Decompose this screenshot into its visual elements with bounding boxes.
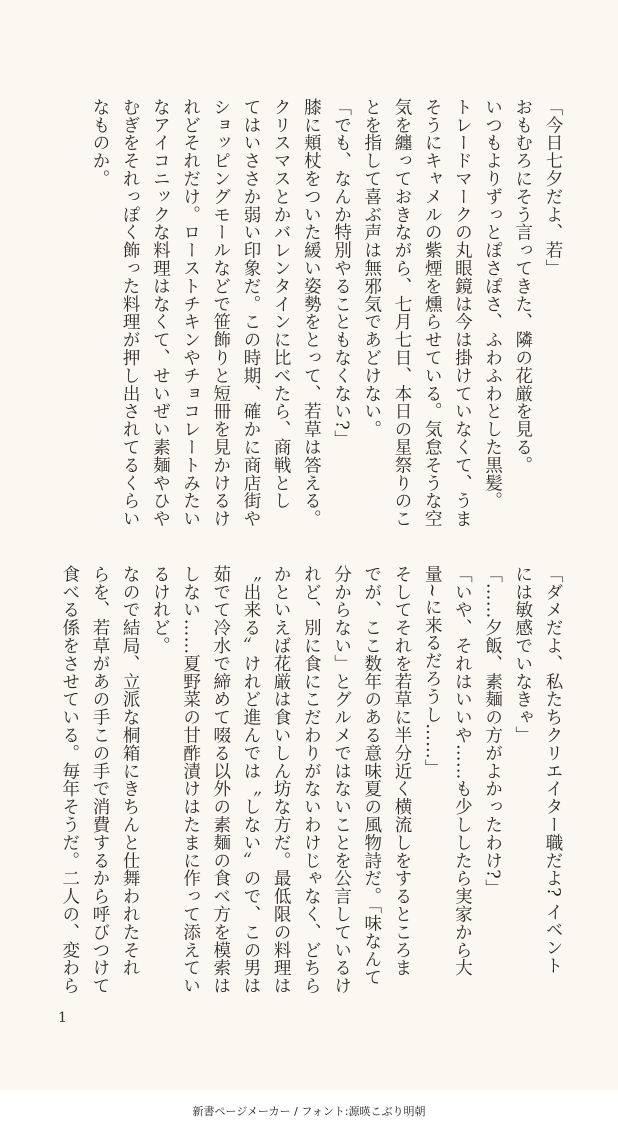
text-line: 「ダメだよ、私たちクリエイター職だよ? イベント xyxy=(543,565,563,975)
text-line: そしてそれを若草に半分近く横流しをするところま xyxy=(391,565,412,977)
text-column-top xyxy=(85,98,568,538)
text-line: 「いや、それはいいや……も少ししたら実家から大 xyxy=(452,565,473,977)
text-line: かといえば花厳は食いしん坊な方だ。最低限の料理は xyxy=(271,565,292,995)
text-line: いつもよりずっとぽさぽさ、ふわふわとした黒髪。 xyxy=(482,98,503,510)
text-line: トレードマークの丸眼鏡は今は掛けていなくて、うま xyxy=(452,98,473,528)
text-line: てはいささか弱い印象だ。この時期、確かに商店街や xyxy=(240,98,261,528)
text-line: 気を纏っておきながら、七月七日、本日の星祭りのこ xyxy=(391,98,412,528)
text-line: 「……夕飯、素麺の方がよかったわけ?」 xyxy=(482,565,503,897)
text-line: 膝に頬杖をついた緩い姿勢をとって、若草は答える。 xyxy=(301,98,322,528)
text-line: れどそれだけ。ローストチキンやチョコレートみたい xyxy=(180,98,201,528)
text-line: 食べる係をさせている。毎年そうだ。二人の、変わら xyxy=(59,565,80,995)
text-line: しない……夏野菜の甘酢漬けはたまに作って添えてい xyxy=(180,565,201,995)
text-line: るけれど。 xyxy=(150,565,171,655)
text-line: れど、別に食にこだわりがないわけじゃなく、どちら xyxy=(301,565,322,995)
text-line: ショッピングモールなどで笹飾りと短冊を見かけるけ xyxy=(210,98,231,528)
text-line: おもむろにそう言ってきた、隣の花厳を見る。 xyxy=(512,98,533,474)
text-line: なアイコニックな料理はなくて、せいぜい素麺やひや xyxy=(150,98,171,528)
text-line: 〝出来る〟けれど進んでは〝しない〟ので、この男は xyxy=(240,565,261,995)
text-line: らを、若草があの手この手で消費するから呼びつけて xyxy=(89,565,110,995)
page-number: 1 xyxy=(58,1010,67,1026)
text-line: でが、ここ数年のある意味夏の風物詩だ。「味なんて xyxy=(361,565,382,986)
text-line: 分からない」とグルメではないことを公言しているけ xyxy=(331,565,352,995)
text-line: とを指して喜ぶ声は無邪気であどけない。 xyxy=(361,98,382,439)
text-line: 茹でて冷水で締めて啜る以外の素麺の食べ方を模索は xyxy=(210,565,231,995)
footer-credit: 新書ページメーカー / フォント:源暎こぶり明朝 xyxy=(192,1105,426,1118)
text-line: 量~に来るだろうし……」 xyxy=(422,565,443,777)
text-line: なものか。 xyxy=(89,98,110,188)
text-line: 「今日七夕だよ、若」 xyxy=(543,98,563,277)
text-line: には敏感でいなきゃ」 xyxy=(512,565,533,744)
text-line: 「でも、なんか特別やることもなくない?」 xyxy=(331,98,352,448)
text-line: クリスマスとかバレンタインに比べたら、商戦とし xyxy=(271,98,292,510)
text-line: なので結局、立派な桐箱にきちんと仕舞われたそれ xyxy=(120,565,141,977)
text-line: そうにキャメルの紫煙を燻らせている。気怠そうな空 xyxy=(422,98,443,528)
text-column-bottom xyxy=(55,565,568,1005)
text-line: むぎをそれっぽく飾った料理が押し出されてるくらい xyxy=(120,98,141,528)
